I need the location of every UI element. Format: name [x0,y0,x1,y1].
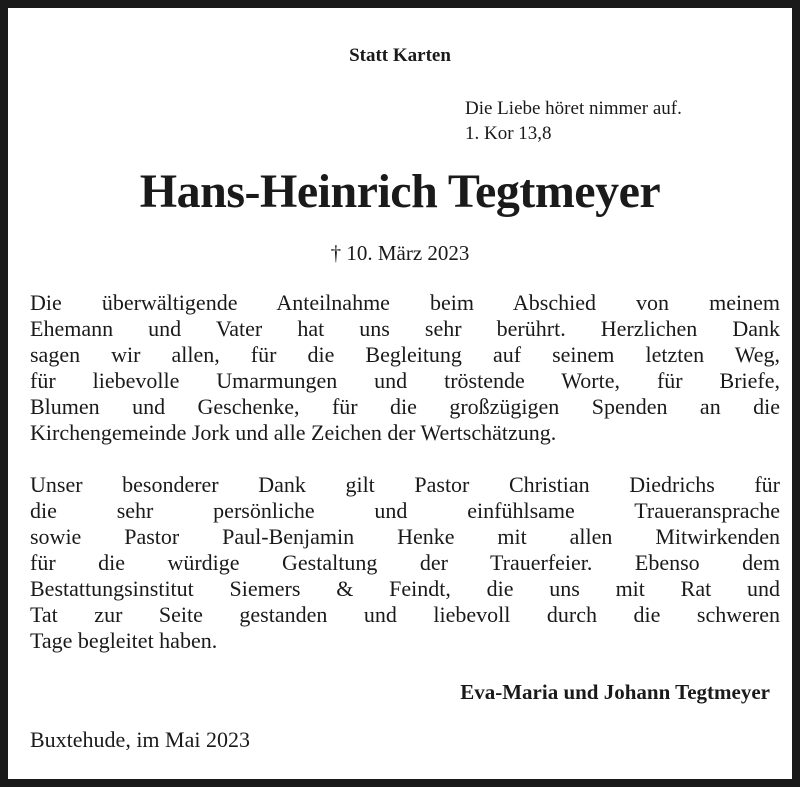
notice-header: Statt Karten [349,45,451,66]
paragraph-line: für die würdige Gestaltung der Trauerfeier. Ebenso dem [30,550,780,575]
paragraph-line: Bestattungsinstitut Siemers & Feindt, die uns mit Rat und [30,576,780,601]
paragraph-line: sowie Pastor Paul-Benjamin Henke mit allen Mitwirkenden [30,524,780,549]
paragraph-line: sagen wir allen, für die Begleitung auf seinem letzten Weg, [30,342,780,367]
place-date: Buxtehude, im Mai 2023 [30,727,250,752]
thanks-paragraph [30,290,780,446]
quote-reference: 1. Kor 13,8 [465,123,552,144]
paragraph-line: Die überwältigende Anteilnahme beim Abschied von meinem [30,290,780,315]
paragraph-line: die sehr persönliche und einfühlsame Traueransprache [30,498,780,523]
bible-quote [465,96,682,146]
special-thanks-paragraph [30,472,780,654]
deceased-name: Hans-Heinrich Tegtmeyer [139,165,661,218]
death-date: † 10. März 2023 [330,241,470,265]
signature: Eva-Maria und Johann Tegtmeyer [460,680,770,704]
quote-text: Die Liebe höret nimmer auf. [465,98,682,119]
paragraph-line: Ehemann und Vater hat uns sehr berührt. Herzlichen Dank [30,316,780,341]
paragraph-line: Tage begleitet haben. [30,628,218,653]
paragraph-line: Kirchengemeinde Jork und alle Zeichen der Wertschätzung. [30,420,557,445]
paragraph-line: Blumen und Geschenke, für die großzügigen Spenden an die [30,394,780,419]
paragraph-line: Tat zur Seite gestanden und liebevoll durch die schweren [30,602,780,627]
paragraph-line: Unser besonderer Dank gilt Pastor Christian Diedrichs für [30,472,780,497]
paragraph-line: für liebevolle Umarmungen und tröstende Worte, für Briefe, [30,368,780,393]
